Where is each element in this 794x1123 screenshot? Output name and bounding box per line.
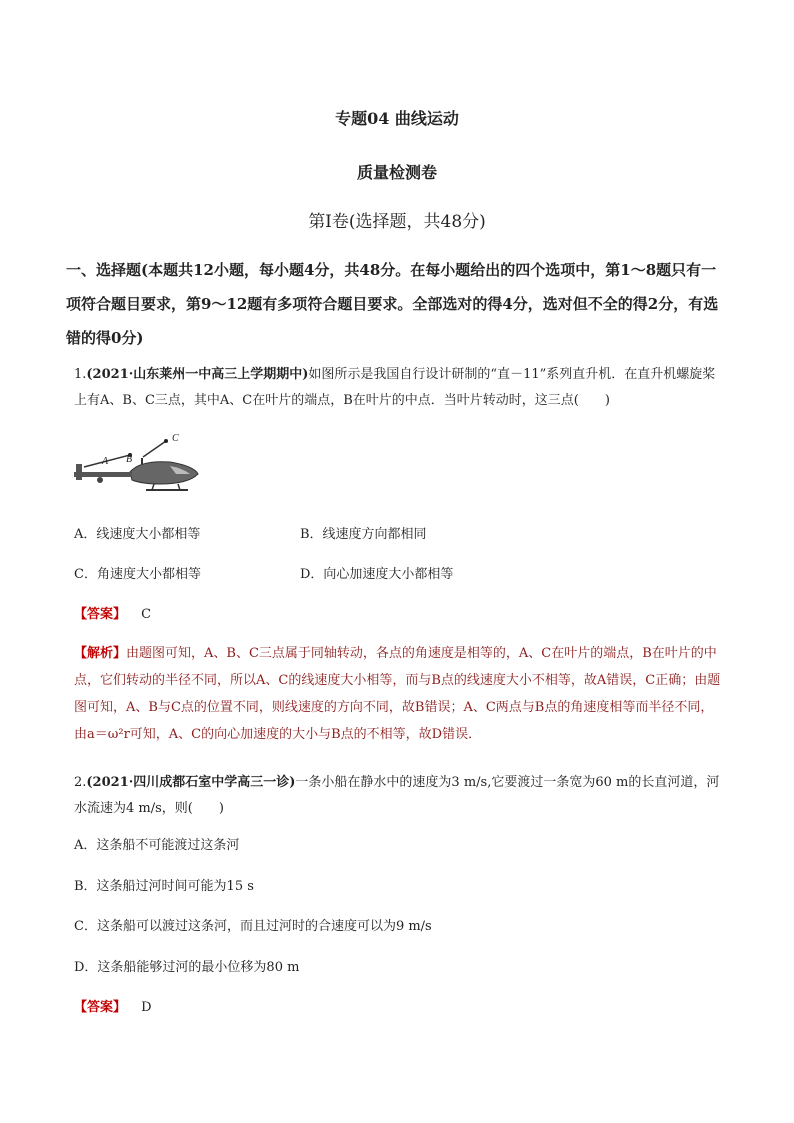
label-c: C [172, 433, 179, 444]
point-c-marker [164, 439, 168, 443]
question-source: (2021·山东莱州一中高三上学期期中) [86, 367, 309, 382]
q1-option-b[interactable]: B．线速度方向都相同 [300, 527, 427, 542]
question-number: 2. [74, 775, 87, 790]
label-b: B [126, 454, 133, 465]
q1-answer-row [74, 603, 151, 622]
topic-title: 专题04 曲线运动 [335, 109, 459, 128]
answer-label: 【答案】 [74, 1000, 127, 1015]
tail-wheel [97, 477, 103, 483]
helicopter-figure [70, 428, 210, 500]
answer-value: C [141, 607, 152, 622]
answer-label: 【答案】 [74, 607, 127, 622]
helicopter-tail-boom [74, 472, 132, 477]
question-number: 1. [74, 367, 87, 382]
subtitle: 质量检测卷 [356, 163, 437, 182]
rotor-blade-right [143, 441, 166, 457]
label-a: A [102, 456, 109, 467]
q2-option-a[interactable]: A．这条船不可能渡过这条河 [74, 838, 240, 853]
q1-option-d[interactable]: D．向心加速度大小都相等 [300, 567, 454, 582]
question-2-stem [74, 770, 726, 822]
helicopter-tail-fin [76, 464, 82, 480]
section-instructions: 一、选择题(本题共12小题，每小题4分，共48分。在每小题给出的四个选项中，第1～8题只有一项符合题目要求，第9～12题有多项符合题目要求。全部选对的得4分，选对但不全的得2分，有选错的得0分) [66, 261, 719, 347]
answer-value: D [141, 1000, 152, 1015]
q2-option-c[interactable]: C．这条船可以渡过这条河，而且过河时的合速度可以为9 m/s [74, 919, 432, 934]
q2-option-b[interactable]: B．这条船过河时间可能为15 s [74, 879, 254, 894]
question-text: 如图所示是我国自行设计研制的“直－11”系列直升机．在直升机螺旋桨上有A、B、C三点，其中A、C在叶片的端点，B在叶片的中点．当叶片转动时，这三点( ) [74, 367, 716, 408]
q1-explanation [74, 640, 726, 748]
q2-answer-row [74, 996, 152, 1015]
q1-option-c[interactable]: C．角速度大小都相等 [74, 567, 201, 582]
explanation-label: 【解析】 [74, 646, 127, 661]
explanation-text: 由题图可知，A、B、C三点属于同轴转动，各点的角速度是相等的，A、C在叶片的端点，B在叶片的中点，它们转动的半径不同，所以A、C的线速度大小相等，而与B点的线速度大小不相等，故A错误，C正确；由题图可知，A、B与C点的位置不同，则线速度的方向不同，故B错误；A、C两点与B点的角速度相等而半径不同，由a＝ω²r可知，A、C的向心加速度的大小与B点的不相等，故D错误． [74, 646, 721, 742]
q1-option-a[interactable]: A．线速度大小都相等 [74, 527, 201, 542]
question-1-stem [74, 362, 726, 414]
question-text: 一条小船在静水中的速度为3 m/s,它要渡过一条宽为60 m的长直河道，河水流速为4 m/s，则( ) [74, 775, 720, 816]
q2-option-d[interactable]: D．这条船能够过河的最小位移为80 m [74, 960, 300, 975]
question-source: (2021·四川成都石室中学高三一诊) [86, 775, 296, 790]
volume-heading: 第Ⅰ卷(选择题，共48分) [308, 212, 486, 232]
